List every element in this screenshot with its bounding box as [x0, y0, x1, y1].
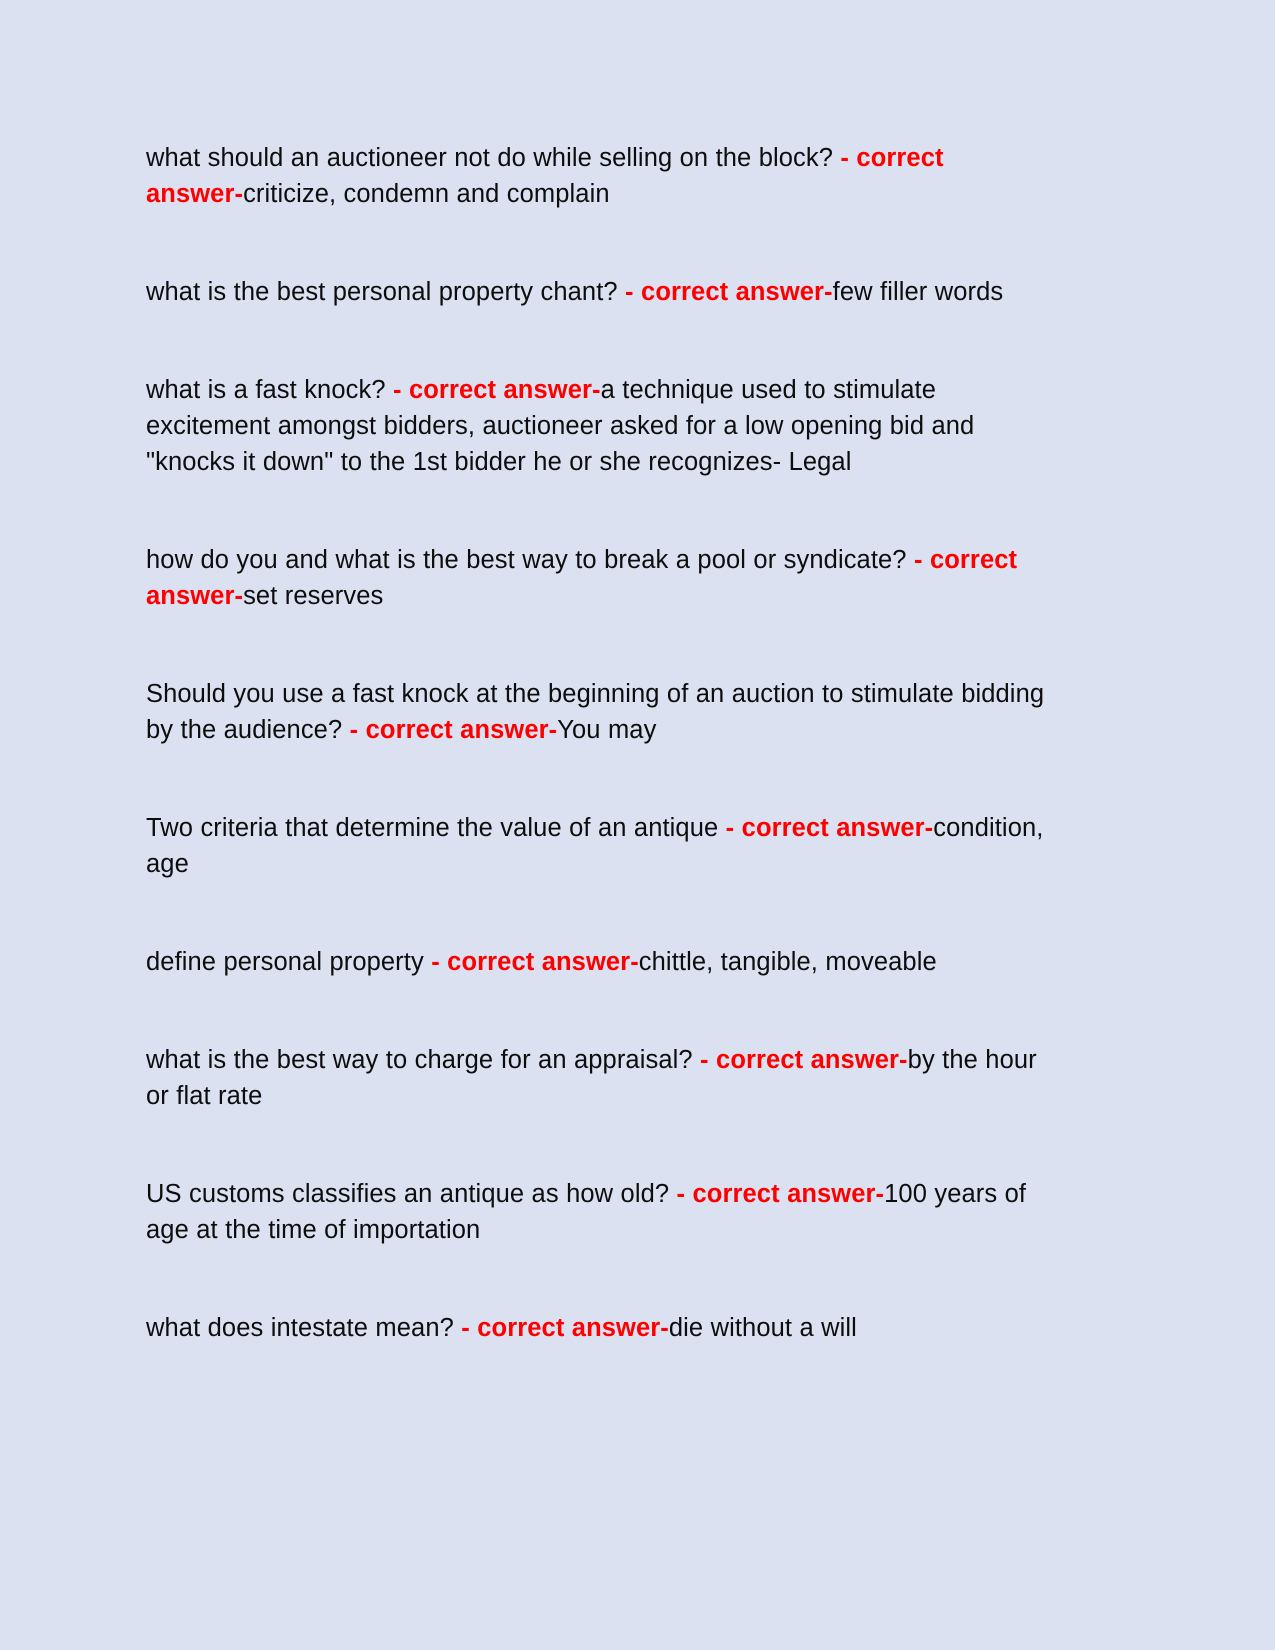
- answer-text: few filler words: [832, 278, 1004, 306]
- correct-answer-marker: - correct answer-: [146, 546, 1018, 610]
- qa-list: [146, 140, 1125, 1346]
- correct-answer-marker: - correct answer-: [692, 1046, 908, 1074]
- answer-text: a technique used to stimulate excitement amongst bidders, auctioneer asked for a low opening bid and "knocks it down" to the 1st bidder he or she recognizes- Legal: [146, 376, 975, 476]
- answer-text: condition, age: [146, 814, 1044, 878]
- question-text: Two criteria that determine the value of an antique: [146, 814, 719, 842]
- question-text: Should you use a fast knock at the beginning of an auction to stimulate bidding by the audience?: [146, 680, 1045, 744]
- correct-answer-marker: - correct answer-: [385, 376, 601, 404]
- qa-item: [146, 274, 1046, 310]
- answer-text: chittle, tangible, moveable: [638, 948, 937, 976]
- correct-answer-marker: - correct answer-: [146, 144, 944, 208]
- answer-text: die without a will: [668, 1314, 857, 1342]
- question-text: what is the best way to charge for an appraisal?: [146, 1046, 693, 1074]
- question-text: how do you and what is the best way to break a pool or syndicate?: [146, 546, 907, 574]
- question-text: what should an auctioneer not do while selling on the block?: [146, 144, 834, 172]
- qa-item: [146, 944, 1046, 980]
- qa-item: [146, 1310, 1046, 1346]
- question-text: define personal property: [146, 948, 424, 976]
- answer-text: criticize, condemn and complain: [243, 180, 610, 208]
- qa-item: [146, 372, 1046, 480]
- question-text: what is a fast knock?: [146, 376, 386, 404]
- correct-answer-marker: - correct answer-: [718, 814, 934, 842]
- qa-item: [146, 1176, 1046, 1248]
- qa-item: [146, 140, 1046, 212]
- correct-answer-marker: - correct answer-: [617, 278, 833, 306]
- qa-item: [146, 676, 1046, 748]
- correct-answer-marker: - correct answer-: [669, 1180, 885, 1208]
- qa-item: [146, 810, 1046, 882]
- question-text: what does intestate mean?: [146, 1314, 454, 1342]
- answer-text: set reserves: [243, 582, 384, 610]
- answer-text: 100 years of age at the time of importation: [146, 1180, 1027, 1244]
- qa-item: [146, 1042, 1046, 1114]
- correct-answer-marker: - correct answer-: [342, 716, 558, 744]
- answer-text: by the hour or flat rate: [146, 1046, 1037, 1110]
- answer-text: You may: [557, 716, 657, 744]
- qa-item: [146, 542, 1046, 614]
- correct-answer-marker: - correct answer-: [423, 948, 639, 976]
- question-text: what is the best personal property chant?: [146, 278, 618, 306]
- question-text: US customs classifies an antique as how old?: [146, 1180, 670, 1208]
- correct-answer-marker: - correct answer-: [453, 1314, 669, 1342]
